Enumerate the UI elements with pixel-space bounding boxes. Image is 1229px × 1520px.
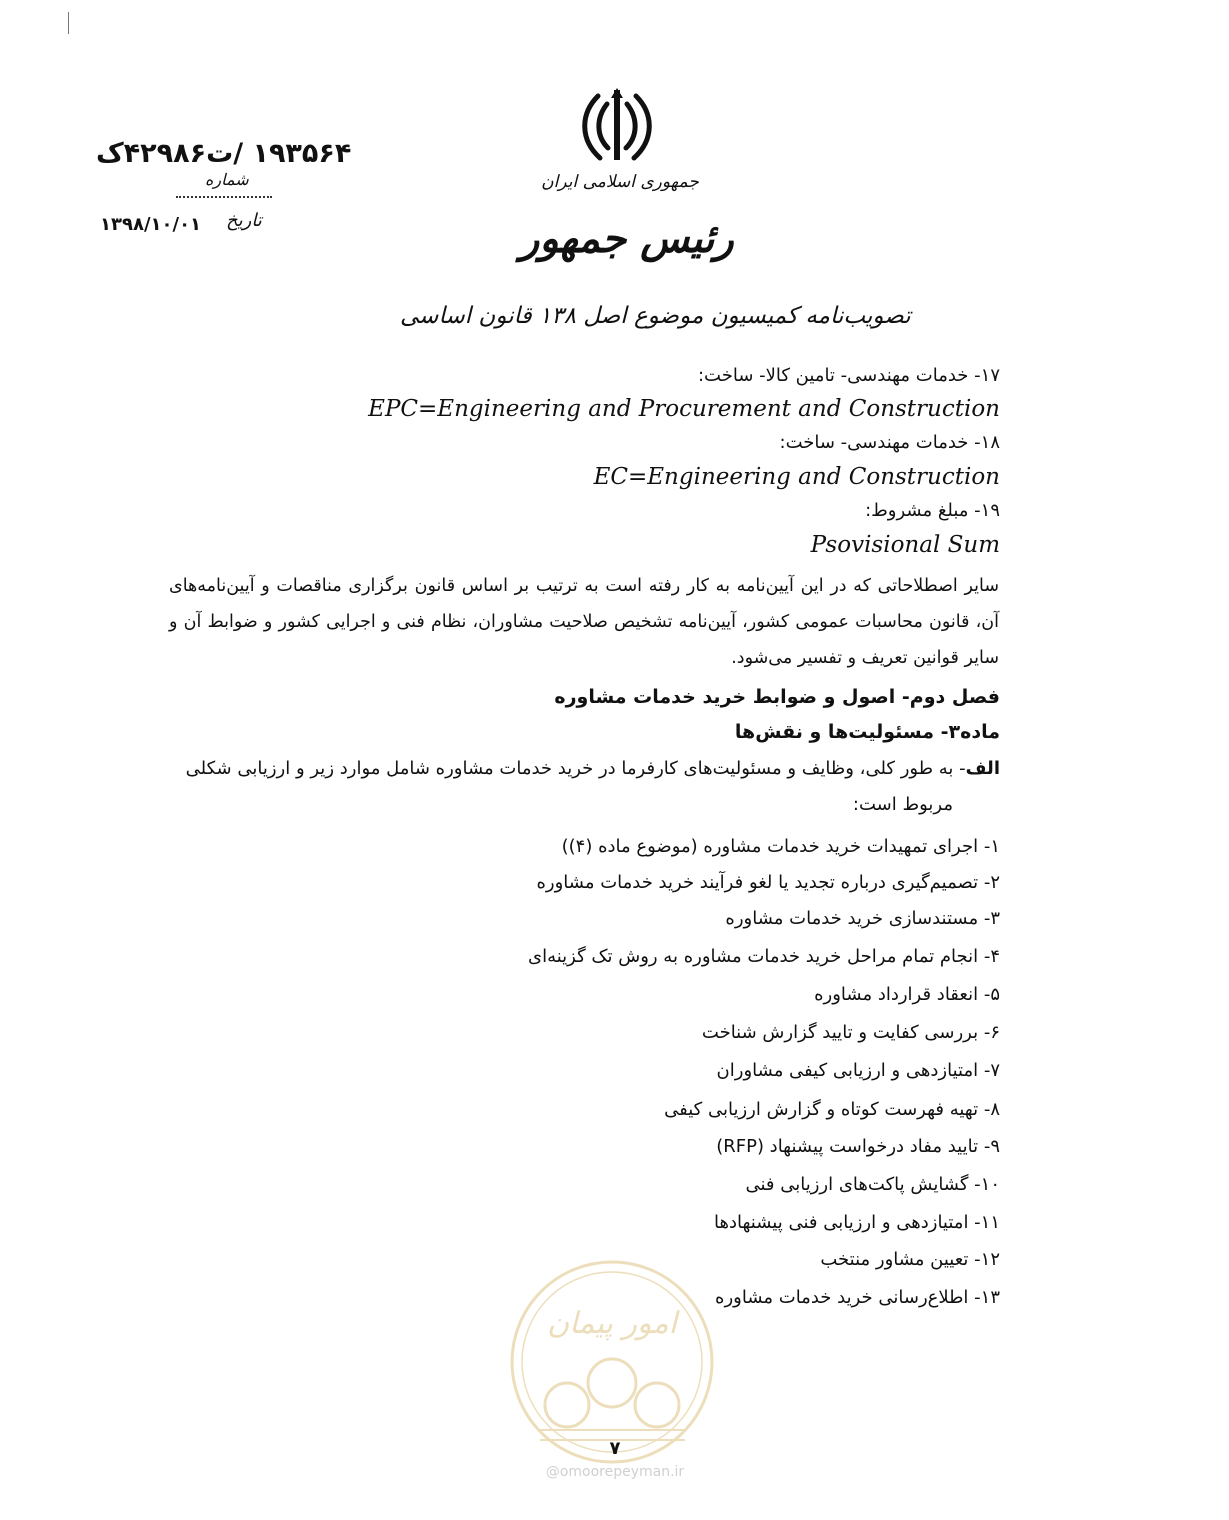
list-item: ۱۲- تعیین مشاور منتخب	[820, 1249, 1000, 1270]
list-item: ۶- بررسی کفایت و تایید گزارش شناخت	[701, 1022, 1000, 1043]
list-item: ۵- انعقاد قرارداد مشاوره	[814, 984, 1000, 1005]
definition-19-english: Psovisional Sum	[810, 532, 1000, 558]
iran-emblem-icon	[578, 86, 656, 166]
president-title: رئیس جمهور	[520, 215, 734, 262]
margin-mark	[68, 12, 69, 34]
chapter-heading: فصل دوم- اصول و ضوابط خرید خدمات مشاوره	[554, 686, 1000, 708]
clause-text: - به طور کلی، وظایف و مسئولیت‌های کارفرما در خرید خدمات مشاوره شامل موارد زیر و ارزیابی شکلی	[185, 758, 966, 779]
list-item: ۱۱- امتیازدهی و ارزیابی فنی پیشنهادها	[714, 1212, 1000, 1233]
reference-number-label: شماره	[205, 170, 249, 189]
definition-17-english: EPC=Engineering and Procurement and Construction	[368, 396, 1000, 422]
list-item: ۹- تایید مفاد درخواست پیشنهاد (RFP)	[716, 1136, 1000, 1157]
definition-17-title: ۱۷- خدمات مهندسی- تامین کالا- ساخت:	[697, 365, 1000, 386]
clause-continuation: مربوط است:	[852, 794, 953, 815]
clause-line	[186, 758, 1000, 779]
list-item: ۴- انجام تمام مراحل خرید خدمات مشاوره به روش تک گزینه‌ای	[527, 946, 1000, 967]
website-watermark: @omoorepeyman.ir	[545, 1464, 685, 1480]
list-item: ۱۰- گشایش پاکت‌های ارزیابی فنی	[745, 1174, 1000, 1195]
definition-18-title: ۱۸- خدمات مهندسی- ساخت:	[779, 432, 1000, 453]
list-item: ۸- تهیه فهرست کوتاه و گزارش ارزیابی کیفی	[664, 1099, 1000, 1120]
watermark-text: امور پیمان	[547, 1306, 677, 1341]
article-heading: ماده۳- مسئولیت‌ها و نقش‌ها	[734, 721, 1000, 743]
clause-label: الف	[965, 758, 1000, 779]
resolution-title: تصویب‌نامه کمیسیون موضوع اصل ۱۳۸ قانون اساسی	[400, 303, 911, 329]
definition-18-english: EC=Engineering and Construction	[593, 464, 1000, 490]
reference-number: ۱۹۳۵۶۴ /ت۴۲۹۸۶ک	[96, 138, 352, 169]
list-item: ۱۳- اطلاع‌رسانی خرید خدمات مشاوره	[715, 1287, 1000, 1308]
reference-dotted-line	[176, 196, 272, 198]
reference-date: ۱۳۹۸/۱۰/۰۱	[100, 214, 202, 235]
list-item: ۲- تصمیم‌گیری درباره تجدید یا لغو فرآیند خرید خدمات مشاوره	[536, 872, 1000, 893]
definition-19-title: ۱۹- مبلغ مشروط:	[865, 500, 1000, 521]
list-item: ۳- مستندسازی خرید خدمات مشاوره	[725, 908, 1000, 929]
terms-paragraph: سایر اصطلاحاتی که در این آیین‌نامه به کار رفته است به ترتیب بر اساس قانون برگزاری مناقصات و آیین‌نامه‌های آن، قانون محاسبات عمومی کشور، آیین‌نامه تشخیص صلاحیت مشاوران، نظام فنی و اجرایی کشور و ضوابط آن و سایر قوانین تعریف و تفسیر می‌شود.	[169, 576, 999, 668]
page-number: ۷	[609, 1438, 621, 1459]
list-item: ۷- امتیازدهی و ارزیابی کیفی مشاوران	[716, 1060, 1000, 1081]
republic-title: جمهوری اسلامی ایران	[541, 172, 699, 192]
list-item: ۱- اجرای تمهیدات خرید خدمات مشاوره (موضوع ماده (۴))	[561, 836, 1000, 857]
reference-date-label: تاریخ	[226, 210, 262, 231]
